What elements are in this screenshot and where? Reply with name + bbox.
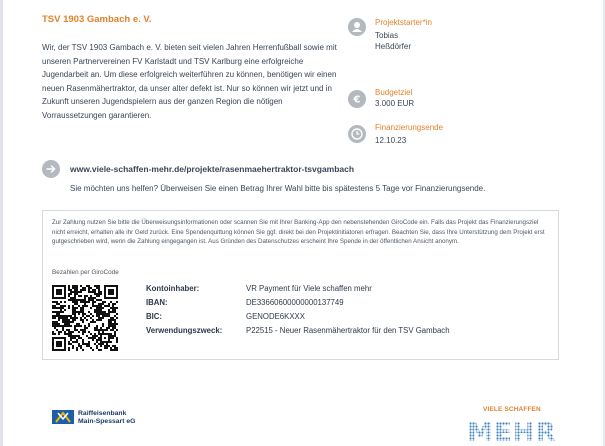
brand-tagline: VIELE SCHAFFEN — [483, 406, 541, 413]
arrow-right-icon — [42, 160, 60, 178]
starter-title: Projektstarter*in — [375, 18, 432, 27]
iban-value: DE33660600000000137749 — [246, 298, 344, 307]
raiffeisen-logo-icon — [52, 408, 74, 426]
girocode-label: Bezahlen per GiroCode — [52, 269, 119, 276]
end-value: 12.10.23 — [375, 136, 407, 145]
bank-name-line1: Raiffeisenbank — [78, 410, 127, 417]
budget-title: Budgetziel — [375, 88, 413, 97]
starter-first-name: Tobias — [375, 31, 399, 40]
end-title: Finanzierungsende — [375, 123, 444, 132]
girocode-qr — [52, 285, 118, 351]
clock-icon — [348, 125, 366, 143]
brand-name: MEHR — [467, 418, 557, 444]
payment-info-text: Zur Zahlung nutzen Sie bitte die Überweisungsinformationen oder scannen Sie mit Ihrer Banking-App den nebenstehenden GiroCode ein. Falls das Projekt das Finanzierungsziel nicht erreicht, erhalten alle ihr Geld zurück. Eine Spendenquittung können Sie ggf. direkt bei den Projektinitiatoren erfragen. Beachten Sie, dass Ihre Unterstützung dem Projekt erst gutgeschrieben wird, wenn die Zahlung eingegangen ist. Aus Gründen des Datenschutzes erscheint Ihre Spende in der öffentlichen Ansicht anonym. — [52, 219, 545, 246]
bic-label: BIC: — [146, 312, 163, 321]
purpose-value: P22515 - Neuer Rasenmähertraktor für den TSV Gambach — [246, 326, 450, 335]
project-description: Wir, der TSV 1903 Gambach e. V. bieten seit vielen Jahren Herrenfußball sowie mit unseren Partnervereinen FV Karlstadt und TSV Karlburg eine erfolgreiche Jugendarbeit an. Um diese erfolgreich weiterführen zu können, benötigen wir einen neuen Rasenmähertraktor, da unser alter defekt ist. Nur so können wir jetzt und in Zukunft unseren Jugendspielern aus der ganzen Region die nötigen Vorraussetzungen garantieren. — [42, 43, 337, 120]
budget-value: 3.000 EUR — [375, 99, 415, 108]
starter-last-name: Heßdörfer — [375, 42, 412, 51]
bank-name — [78, 410, 135, 426]
org-name: TSV 1903 Gambach e. V. — [42, 14, 152, 25]
brand-logo — [466, 416, 558, 444]
person-icon — [348, 18, 366, 36]
help-instruction: Sie möchten uns helfen? Überweisen Sie einen Betrag Ihrer Wahl bitte bis spätestens 5 Tage vor Finanzierungsende. — [70, 184, 486, 193]
project-link[interactable]: www.viele-schaffen-mehr.de/projekte/rasenmaehertraktor-tsvgambach — [70, 164, 355, 174]
purpose-label: Verwendungszweck: — [146, 326, 223, 335]
account-holder-label: Kontoinhaber: — [146, 284, 200, 293]
bank-name-line2: Main-Spessart eG — [78, 418, 136, 425]
bic-value: GENODE6KXXX — [246, 312, 305, 321]
iban-label: IBAN: — [146, 298, 168, 307]
page-edge-left — [0, 0, 3, 446]
svg-text:€: € — [353, 94, 361, 106]
account-holder-value: VR Payment für Viele schaffen mehr — [246, 284, 372, 293]
euro-icon — [348, 90, 366, 108]
